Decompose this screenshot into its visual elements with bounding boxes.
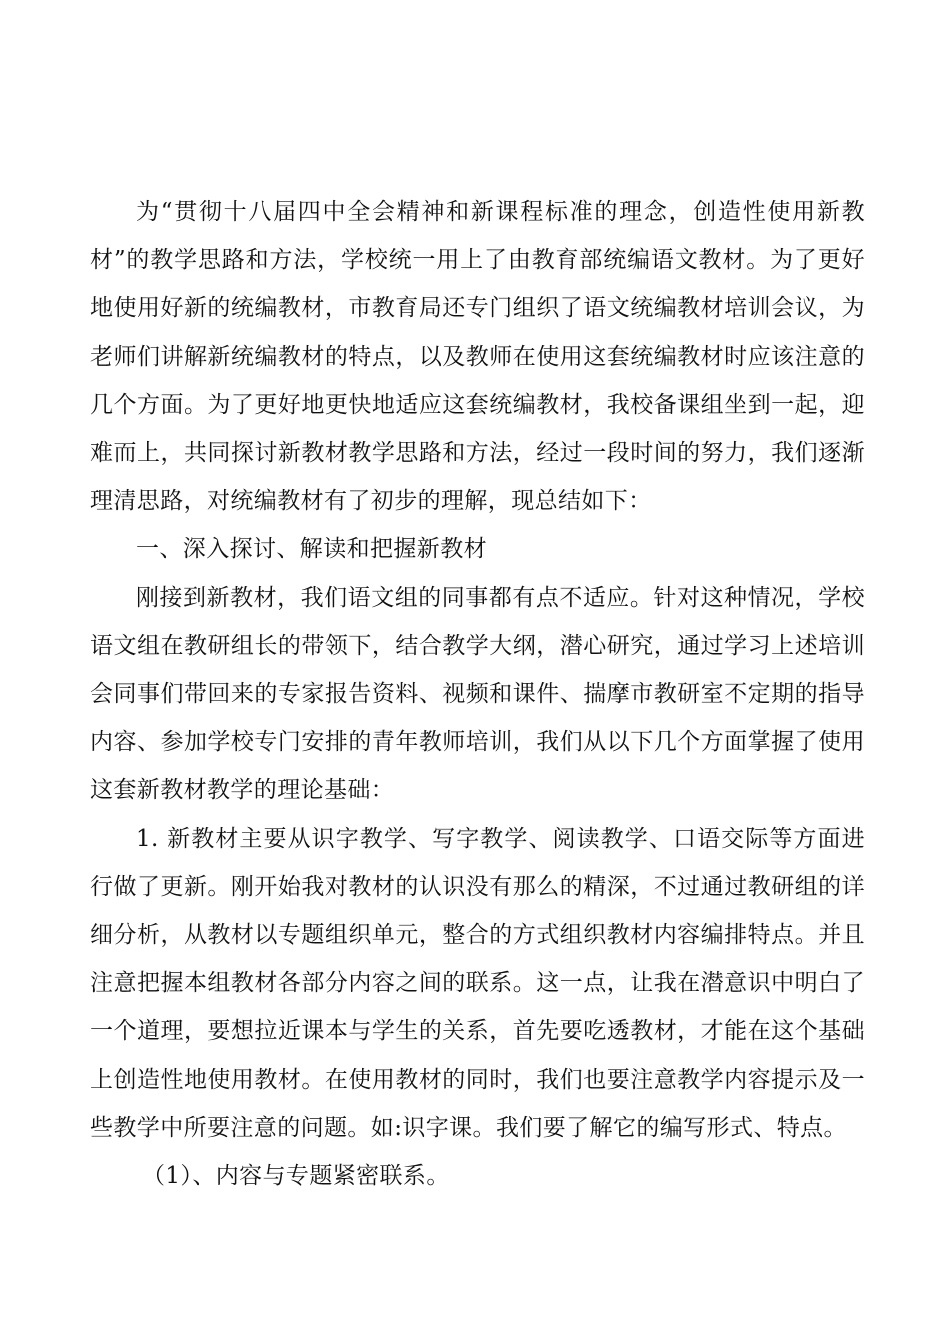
section-one-paragraph: 刚接到新教材，我们语文组的同事都有点不适应。针对这种情况，学校语文组在教研组长的带领下，结合教学大纲，潜心研究，通过学习上述培训会同事们带回来的专家报告资料、视频和课件、揣摩市教研室不定期的指导内容、参加学校专门安排的青年教师培训，我们从以下几个方面掌握了使用这套新教材教学的理论基础： xyxy=(90,584,865,804)
section-heading-one: 一、深入探讨、解读和把握新教材 xyxy=(136,536,487,563)
sub-point-one: （1）、内容与专题紧密联系。 xyxy=(142,1163,450,1190)
point-one-paragraph: 1. 新教材主要从识字教学、写字教学、阅读教学、口语交际等方面进行做了更新。刚开始我对教材的认识没有那么的精深，不过通过教研组的详细分析，从教材以专题组织单元，整合的方式组织教材内容编排特点。并且注意把握本组教材各部分内容之间的联系。这一点，让我在潜意识中明白了一个道理，要想拉近课本与学生的关系，首先要吃透教材，才能在这个基础上创造性地使用教材。在使用教材的同时，我们也要注意教学内容提示及一些教学中所要注意的问题。如:识字课。我们要了解它的编写形式、特点。 xyxy=(90,825,865,1141)
document-body xyxy=(90,188,865,1200)
intro-paragraph: 为“贯彻十八届四中全会精神和新课程标准的理念，创造性使用新教材”的教学思路和方法，学校统一用上了由教育部统编语文教材。为了更好地使用好新的统编教材，市教育局还专门组织了语文统编教材培训会议，为老师们讲解新统编教材的特点，以及教师在使用这套统编教材时应该注意的几个方面。为了更好地更快地适应这套统编教材，我校备课组坐到一起，迎难而上，共同探讨新教材教学思路和方法，经过一段时间的努力，我们逐渐理清思路，对统编教材有了初步的理解，现总结如下： xyxy=(90,199,865,515)
